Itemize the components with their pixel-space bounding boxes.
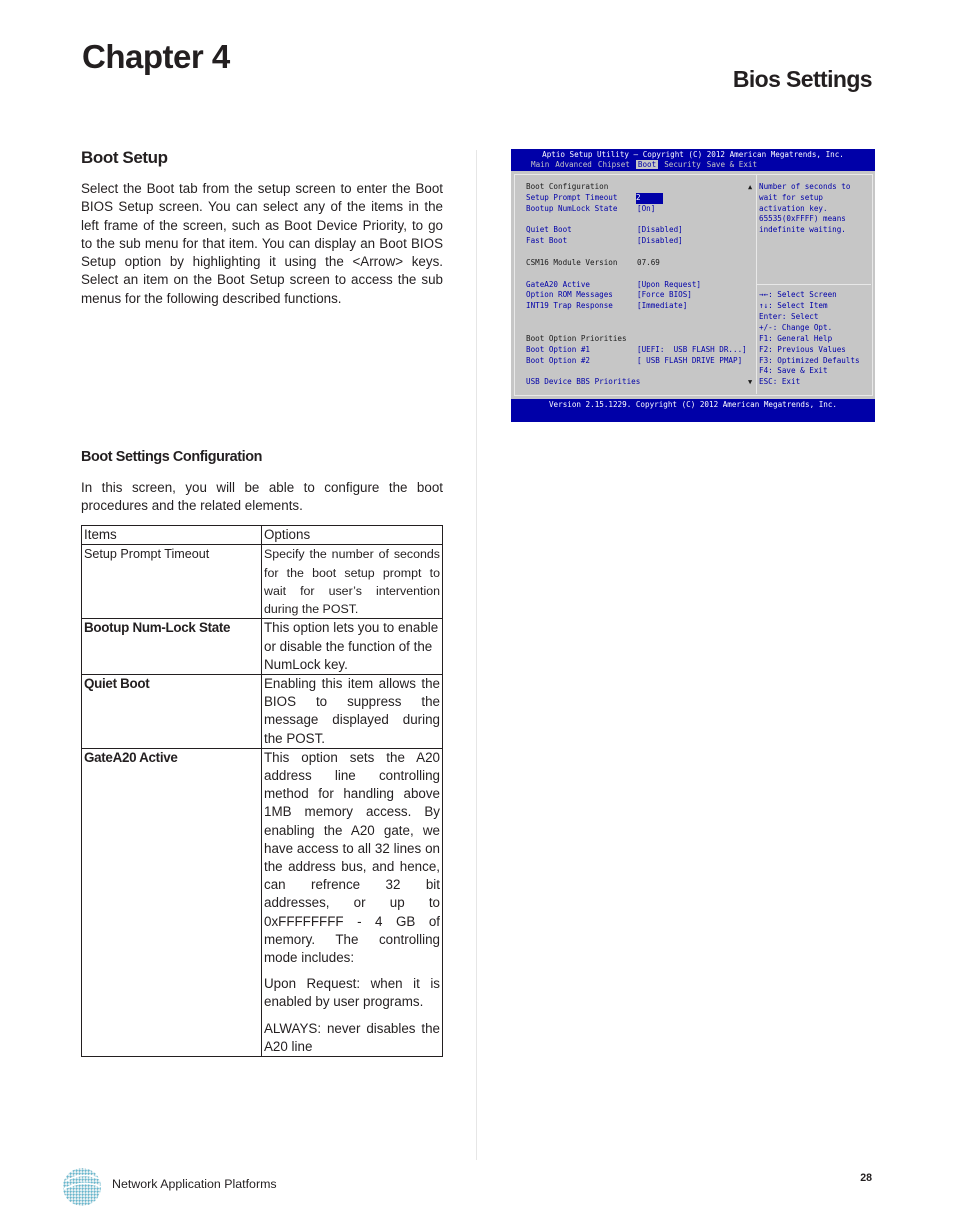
bios-title-bar bbox=[511, 149, 875, 171]
bios-boot-configuration: Boot Configuration bbox=[526, 182, 609, 191]
bios-title: Aptio Setup Utility – Copyright (C) 2012 American Megatrends, Inc. bbox=[542, 150, 844, 159]
scroll-up-arrow-icon: ▲ bbox=[748, 183, 753, 191]
table-cell-item: Setup Prompt Timeout bbox=[82, 545, 262, 619]
bios-help-line: activation key. bbox=[759, 204, 828, 213]
table-row bbox=[82, 545, 443, 619]
bios-gatea20: GateA20 Active bbox=[526, 280, 591, 289]
section-title: Bios Settings bbox=[732, 66, 872, 92]
boot-setup-heading: Boot Setup bbox=[81, 148, 168, 167]
options-table bbox=[81, 525, 443, 1057]
bios-boot-priorities: Boot Option Priorities bbox=[526, 334, 627, 343]
bios-boot-option-2: Boot Option #2 bbox=[526, 356, 591, 365]
bios-quiet-boot: Quiet Boot bbox=[526, 225, 572, 234]
bios-key-line: F3: Optimized Defaults bbox=[759, 356, 860, 365]
bios-help-line: Number of seconds to bbox=[759, 182, 851, 191]
bios-setup-prompt-timeout-value: 2 bbox=[636, 193, 663, 204]
bios-int19: INT19 Trap Response bbox=[526, 301, 613, 310]
bios-tabs bbox=[531, 160, 763, 171]
bios-key-line: ↑↓: Select Item bbox=[759, 301, 828, 310]
bios-quiet-boot-value: [Disabled] bbox=[637, 225, 683, 234]
bios-help-line: 65535(0xFFFF) means bbox=[759, 214, 846, 223]
table-row bbox=[82, 748, 443, 1056]
bios-key-line: →←: Select Screen bbox=[759, 290, 837, 299]
bios-gatea20-value: [Upon Request] bbox=[637, 280, 702, 289]
column-divider bbox=[476, 150, 477, 1160]
bios-key-line: Enter: Select bbox=[759, 312, 819, 321]
company-globe-logo-icon bbox=[60, 1163, 104, 1207]
bios-key-line: F1: General Help bbox=[759, 334, 833, 343]
chapter-title: Chapter 4 bbox=[82, 38, 230, 75]
option-text: This option sets the A20 address line controlling method for handling above 1MB memory access. By enabling the A20 gate, we have access to all 32 lines on the address bus, and hence, can refrence 32 bit addresses, or up to 0xFFFFFFFF - 4 GB of memory. The controlling mode includes: bbox=[264, 749, 440, 966]
table-row bbox=[82, 675, 443, 749]
bios-boot-option-1: Boot Option #1 bbox=[526, 345, 591, 354]
bios-csm16-value: 07.69 bbox=[637, 258, 660, 267]
table-header-row bbox=[82, 526, 443, 545]
bios-help-separator bbox=[757, 284, 871, 285]
bios-option-rom-value: [Force BIOS] bbox=[637, 290, 692, 299]
bios-key-line: F2: Previous Values bbox=[759, 345, 846, 354]
table-header-options: Options bbox=[262, 526, 443, 545]
bios-fast-boot-value: [Disabled] bbox=[637, 236, 683, 245]
bios-version: Version 2.15.1229. Copyright (C) 2012 American Megatrends, Inc. bbox=[548, 400, 838, 409]
bios-help-line: indefinite waiting. bbox=[759, 225, 846, 234]
table-cell-item: Quiet Boot bbox=[82, 675, 262, 749]
bios-boot-option-1-value: [UEFI: USB FLASH DR...] bbox=[637, 345, 747, 354]
bios-version-bar bbox=[511, 399, 875, 422]
bios-key-line: +/-: Change Opt. bbox=[759, 323, 833, 332]
bios-csm16: CSM16 Module Version bbox=[526, 258, 618, 267]
bios-boot-option-2-value: [ USB FLASH DRIVE PMAP] bbox=[637, 356, 743, 365]
bios-bootup-numlock-value: [On] bbox=[637, 204, 656, 213]
bios-screenshot bbox=[511, 149, 875, 422]
bios-tab-security: Security bbox=[664, 160, 701, 169]
bios-fast-boot: Fast Boot bbox=[526, 236, 568, 245]
boot-config-heading: Boot Settings Configuration bbox=[81, 449, 263, 465]
table-cell-item: GateA20 Active bbox=[82, 748, 262, 1056]
table-row bbox=[82, 619, 443, 675]
table-cell-option: Specify the number of seconds for the boot setup prompt to wait for user’s intervention during the POST. bbox=[262, 545, 443, 619]
bios-option-rom: Option ROM Messages bbox=[526, 290, 613, 299]
bios-int19-value: [Immediate] bbox=[637, 301, 688, 310]
bios-tab-boot: Boot bbox=[637, 160, 657, 169]
option-text-upon-request: Upon Request: when it is enabled by user programs. bbox=[264, 976, 440, 1010]
bios-setup-prompt-timeout: Setup Prompt Timeout bbox=[526, 193, 618, 202]
footer-company: Network Application Platforms bbox=[112, 1177, 277, 1191]
option-text-always: ALWAYS: never disables the A20 line bbox=[264, 1020, 440, 1054]
bios-usb-bbs: USB Device BBS Priorities bbox=[526, 377, 641, 386]
bios-tab-main: Main bbox=[531, 160, 550, 169]
table-cell-option bbox=[262, 748, 443, 1056]
boot-setup-paragraph: Select the Boot tab from the setup screen to enter the Boot BIOS Setup screen. You can select any of the items in the left frame of the screen, such as Boot Device Priority, to go to the sub menu for that item. You can display an Boot BIOS Setup option by highlighting it using the <Arrow> keys. Select an item on the Boot Setup screen to access the sub menus for the following described functions. bbox=[81, 181, 443, 306]
boot-config-paragraph: In this screen, you will be able to configure the boot procedures and the related elements. bbox=[81, 480, 443, 514]
bios-tab-chipset: Chipset bbox=[597, 160, 630, 169]
bios-help-line: wait for setup bbox=[759, 193, 824, 202]
bios-tab-advanced: Advanced bbox=[555, 160, 592, 169]
table-cell-item: Bootup Num-Lock State bbox=[82, 619, 262, 675]
bios-tab-save-exit: Save & Exit bbox=[706, 160, 758, 169]
bios-bootup-numlock: Bootup NumLock State bbox=[526, 204, 618, 213]
bios-key-line: F4: Save & Exit bbox=[759, 366, 828, 375]
scroll-down-arrow-icon: ▼ bbox=[748, 378, 753, 386]
table-header-items: Items bbox=[82, 526, 262, 545]
bios-key-line: ESC: Exit bbox=[759, 377, 801, 386]
page-number: 28 bbox=[860, 1172, 872, 1184]
table-cell-option: This option lets you to enable or disable the function of the NumLock key. bbox=[262, 619, 443, 675]
table-cell-option: Enabling this item allows the BIOS to suppress the message displayed during the POST. bbox=[262, 675, 443, 749]
